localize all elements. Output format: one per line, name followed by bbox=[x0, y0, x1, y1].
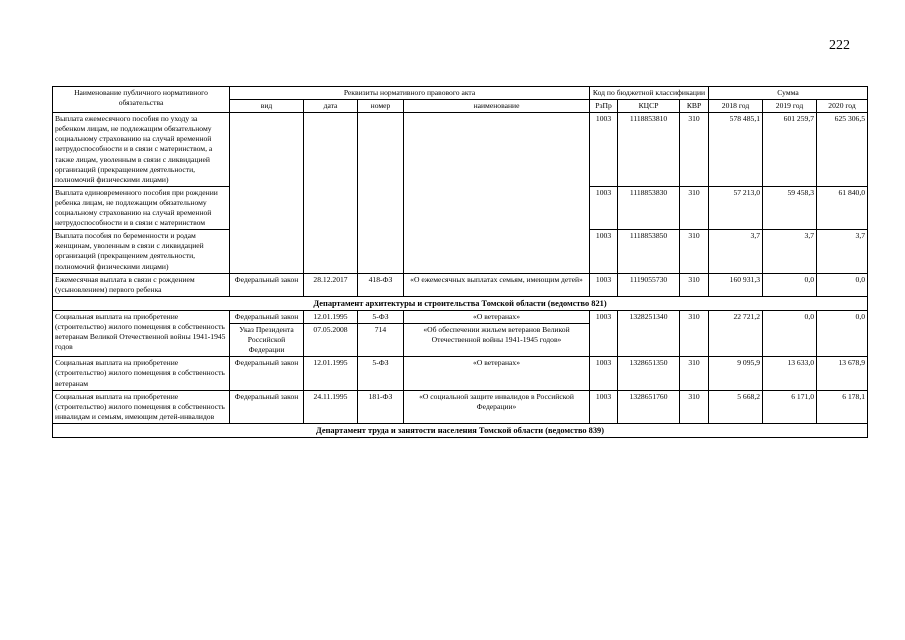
sum-2019-cell: 3,7 bbox=[763, 230, 817, 273]
act-name-cell bbox=[404, 230, 590, 273]
date-cell bbox=[304, 113, 358, 187]
sum-2018-cell: 5 668,2 bbox=[709, 390, 763, 423]
header-2019: 2019 год bbox=[763, 100, 817, 113]
kvr-cell: 310 bbox=[680, 273, 709, 296]
kcsr-cell: 1328651760 bbox=[618, 390, 680, 423]
vid-cell: Указ Президента Российской Федерации bbox=[230, 324, 304, 357]
sum-2019-cell: 6 171,0 bbox=[763, 390, 817, 423]
header-name: наименование bbox=[404, 100, 590, 113]
number-cell bbox=[358, 230, 404, 273]
act-name-cell: «Об обеспечении жильем ветеранов Великой Отечественной войны 1941-1945 годов» bbox=[404, 324, 590, 357]
vid-cell bbox=[230, 230, 304, 273]
act-name-cell: «О социальной защите инвалидов в Российской Федерации» bbox=[404, 390, 590, 423]
table-row bbox=[53, 113, 868, 187]
budget-obligations-table bbox=[52, 86, 868, 438]
number-cell: 5-ФЗ bbox=[358, 357, 404, 390]
page-number: 222 bbox=[829, 38, 850, 53]
vid-cell bbox=[230, 113, 304, 187]
kvr-cell: 310 bbox=[680, 230, 709, 273]
sum-2020-cell: 13 678,9 bbox=[817, 357, 868, 390]
header-vid: вид bbox=[230, 100, 304, 113]
kcsr-cell: 1118853830 bbox=[618, 186, 680, 229]
sum-2020-cell: 3,7 bbox=[817, 230, 868, 273]
obligation-cell: Ежемесячная выплата в связи с рождением (усыновлением) первого ребенка bbox=[53, 273, 230, 296]
obligation-cell: Социальная выплата на приобретение (строительство) жилого помещения в собственность ветеранам bbox=[53, 357, 230, 390]
table-row bbox=[53, 273, 868, 296]
act-name-cell: «О ветеранах» bbox=[404, 357, 590, 390]
vid-cell bbox=[230, 186, 304, 229]
date-cell: 12.01.1995 bbox=[304, 357, 358, 390]
rzpr-cell: 1003 bbox=[590, 273, 618, 296]
kcsr-cell: 1118853810 bbox=[618, 113, 680, 187]
rzpr-cell: 1003 bbox=[590, 113, 618, 187]
sum-2020-cell: 625 306,5 bbox=[817, 113, 868, 187]
date-cell bbox=[304, 186, 358, 229]
number-cell: 5-ФЗ bbox=[358, 310, 404, 323]
number-cell: 418-ФЗ bbox=[358, 273, 404, 296]
vid-cell: Федеральный закон bbox=[230, 273, 304, 296]
date-cell: 12.01.1995 bbox=[304, 310, 358, 323]
act-name-cell bbox=[404, 113, 590, 187]
obligation-cell: Выплата ежемесячного пособия по уходу за ребенком лицам, не подлежащим обязательному социальному страхованию на случай временной нетрудоспособности и в связи с материнством, а также лицам, уволенным в связи с ликвидацией организаций (прекращением деятельности, полномочий физическими лицами) bbox=[53, 113, 230, 187]
department-row bbox=[53, 296, 868, 310]
header-kvr: КВР bbox=[680, 100, 709, 113]
kvr-cell: 310 bbox=[680, 113, 709, 187]
header-rzpr: РзПр bbox=[590, 100, 618, 113]
header-row-top bbox=[53, 87, 868, 100]
table-row bbox=[53, 310, 868, 323]
table-row bbox=[53, 390, 868, 423]
obligation-cell: Социальная выплата на приобретение (строительство) жилого помещения в собственность инвалидам и семьям, имеющим детей-инвалидов bbox=[53, 390, 230, 423]
kcsr-cell: 1118853850 bbox=[618, 230, 680, 273]
act-name-cell: «О ежемесячных выплатах семьям, имеющим детей» bbox=[404, 273, 590, 296]
number-cell: 714 bbox=[358, 324, 404, 357]
kvr-cell: 310 bbox=[680, 357, 709, 390]
sum-2019-cell: 13 633,0 bbox=[763, 357, 817, 390]
vid-cell: Федеральный закон bbox=[230, 357, 304, 390]
sum-2019-cell: 0,0 bbox=[763, 273, 817, 296]
vid-cell: Федеральный закон bbox=[230, 390, 304, 423]
rzpr-cell: 1003 bbox=[590, 390, 618, 423]
header-number: номер bbox=[358, 100, 404, 113]
header-sum: Сумма bbox=[709, 87, 868, 100]
date-cell bbox=[304, 230, 358, 273]
header-kcsr: КЦСР bbox=[618, 100, 680, 113]
kvr-cell: 310 bbox=[680, 186, 709, 229]
date-cell: 07.05.2008 bbox=[304, 324, 358, 357]
sum-2020-cell: 0,0 bbox=[817, 310, 868, 356]
rzpr-cell: 1003 bbox=[590, 310, 618, 356]
table-row bbox=[53, 357, 868, 390]
rzpr-cell: 1003 bbox=[590, 186, 618, 229]
sum-2018-cell: 578 485,1 bbox=[709, 113, 763, 187]
header-2020: 2020 год bbox=[817, 100, 868, 113]
number-cell bbox=[358, 113, 404, 187]
obligation-cell: Выплата пособия по беременности и родам женщинам, уволенным в связи с ликвидацией организаций (прекращением деятельности, полномочий физическими лицами) bbox=[53, 230, 230, 273]
rzpr-cell: 1003 bbox=[590, 357, 618, 390]
table-row bbox=[53, 186, 868, 229]
number-cell bbox=[358, 186, 404, 229]
sum-2020-cell: 0,0 bbox=[817, 273, 868, 296]
date-cell: 28.12.2017 bbox=[304, 273, 358, 296]
number-cell: 181-ФЗ bbox=[358, 390, 404, 423]
sum-2018-cell: 160 931,3 bbox=[709, 273, 763, 296]
department-821-title: Департамент архитектуры и строительства Томской области (ведомство 821) bbox=[53, 296, 868, 310]
obligation-cell: Социальная выплата на приобретение (строительство) жилого помещения в собственность ветеранам Великой Отечественной войны 1941-1945 годов bbox=[53, 310, 230, 356]
kcsr-cell: 1328251340 bbox=[618, 310, 680, 356]
sum-2018-cell: 9 095,9 bbox=[709, 357, 763, 390]
date-cell: 24.11.1995 bbox=[304, 390, 358, 423]
header-date: дата bbox=[304, 100, 358, 113]
department-row bbox=[53, 423, 868, 437]
sum-2018-cell: 57 213,0 bbox=[709, 186, 763, 229]
header-obligation: Наименование публичного нормативного обязательства bbox=[53, 87, 230, 113]
sum-2018-cell: 3,7 bbox=[709, 230, 763, 273]
sum-2020-cell: 61 840,0 bbox=[817, 186, 868, 229]
sum-2019-cell: 601 259,7 bbox=[763, 113, 817, 187]
table-row bbox=[53, 230, 868, 273]
kvr-cell: 310 bbox=[680, 390, 709, 423]
kcsr-cell: 1119055730 bbox=[618, 273, 680, 296]
kcsr-cell: 1328651350 bbox=[618, 357, 680, 390]
sum-2020-cell: 6 178,1 bbox=[817, 390, 868, 423]
act-name-cell: «О ветеранах» bbox=[404, 310, 590, 323]
sum-2019-cell: 0,0 bbox=[763, 310, 817, 356]
department-839-title: Департамент труда и занятости населения Томской области (ведомство 839) bbox=[53, 423, 868, 437]
kvr-cell: 310 bbox=[680, 310, 709, 356]
rzpr-cell: 1003 bbox=[590, 230, 618, 273]
obligation-cell: Выплата единовременного пособия при рождении ребенка лицам, не подлежащим обязательному социальному страхованию на случай временной нетрудоспособности и в связи с материнством bbox=[53, 186, 230, 229]
header-2018: 2018 год bbox=[709, 100, 763, 113]
header-act-details: Реквизиты нормативного правового акта bbox=[230, 87, 590, 100]
header-budget-code: Код по бюджетной классификации bbox=[590, 87, 709, 100]
vid-cell: Федеральный закон bbox=[230, 310, 304, 323]
sum-2019-cell: 59 458,3 bbox=[763, 186, 817, 229]
act-name-cell bbox=[404, 186, 590, 229]
sum-2018-cell: 22 721,2 bbox=[709, 310, 763, 356]
